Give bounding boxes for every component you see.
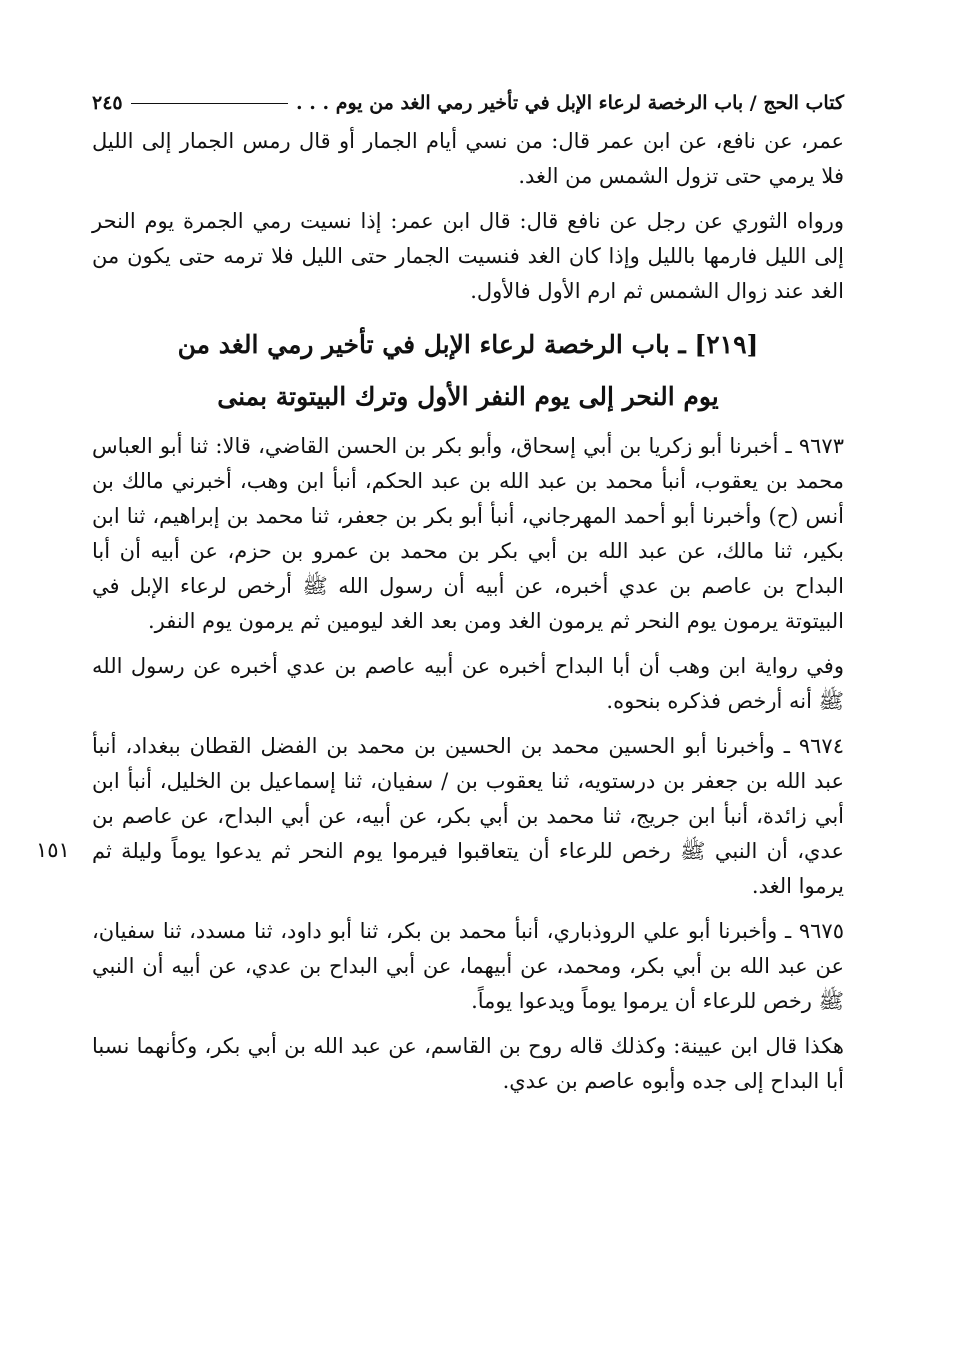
paragraph: ورواه الثوري عن رجل عن نافع قال: قال ابن عمر: إذا نسيت رمي الجمرة يوم النحر إلى الليل فارمها بالليل وإذا كان الغد فنسيت الجمار حتى الليل فلا ترمه حتى يكون من الغد عند زوال الشمس ثم ارم الأول فالأول. <box>92 209 844 303</box>
margin-page-reference: ١٥١ <box>36 838 70 862</box>
document-page <box>92 86 844 1109</box>
running-header <box>92 86 844 120</box>
chapter-heading <box>92 319 844 423</box>
paragraph: وفي رواية ابن وهب أن أبا البداح أخبره عن أبيه عاصم بن عدي أخبره عن رسول الله ﷺ أنه أرخص فذكره بنحوه. <box>92 654 844 713</box>
hadith-paragraph: ٩٦٧٤ ـ وأخبرنا أبو الحسين محمد بن الحسين بن محمد بن الفضل القطان ببغداد، أنبأ عبد الله بن جعفر بن درستويه، ثنا يعقوب بن / سفيان، ثنا إسماعيل بن الخليل، أنبأ ابن أبي زائدة، أنبأ ابن جريج، ثنا محمد بن أبي بكر، عن أبيه، عن أبي البداح، عن عاصم بن عدي، أن النبي ﷺ رخص للرعاء أن يتعاقبوا فيرموا يوم النحر ثم يدعوا يوماً وليلة ثم يرموا الغد. <box>92 734 844 898</box>
paragraph: هكذا قال ابن عيينة: وكذلك قاله روح بن القاسم، عن عبد الله بن أبي بكر، وكأنهما نسبا أبا البداح إلى جده وأبوه عاصم بن عدي. <box>92 1034 844 1093</box>
hadith-paragraph: ٩٦٧٣ ـ أخبرنا أبو زكريا بن أبي إسحاق، وأبو بكر بن الحسن القاضي، قالا: ثنا أبو العباس محمد بن يعقوب، أنبأ محمد بن عبد الله بن عبد الحكم، أنبأ ابن وهب، أخبرني مالك بن أنس (ح) وأخبرنا أبو أحمد المهرجاني، أنبأ أبو بكر بن جعفر، ثنا محمد بن إبراهيم، ثنا ابن بكير، ثنا مالك، عن عبد الله بن أبي بكر بن محمد بن عمرو بن حزم، عن أبيه أن أبا البداح بن عاصم بن عدي أخبره، عن أبيه أن رسول الله ﷺ أرخص لرعاء الإبل في البيتوتة يرمون يوم النحر ثم يرمون الغد ومن بعد الغد ليومين ثم يرمون يوم النفر. <box>92 434 845 633</box>
chapter-heading-line: [٢١٩] ـ باب الرخصة لرعاء الإبل في تأخير رمي الغد من <box>177 330 759 359</box>
chapter-heading-line: يوم النحر إلى يوم النفر الأول وترك البيتوتة بمنى <box>217 382 719 411</box>
paragraph: عمر، عن نافع، عن ابن عمر قال: من نسي أيام الجمار أو قال رمس الجمار إلى الليل فلا يرمي حتى تزول الشمس من الغد. <box>92 129 844 188</box>
hadith-paragraph: ٩٦٧٥ ـ وأخبرنا أبو علي الروذباري، أنبأ محمد بن بكر، ثنا أبو داود، ثنا مسدد، ثنا سفيان، عن عبد الله بن أبي بكر، ومحمد، عن أبيهما، عن أبي البداح بن عدي، عن أبيه أن النبي ﷺ رخص للرعاء أن يرموا يوماً ويدعوا يوماً. <box>92 919 844 1013</box>
header-rule <box>131 103 288 104</box>
header-title: كتاب الحج / باب الرخصة لرعاء الإبل في تأخير رمي الغد من يوم . . . <box>296 92 844 114</box>
page-number: ٢٤٥ <box>92 92 123 114</box>
